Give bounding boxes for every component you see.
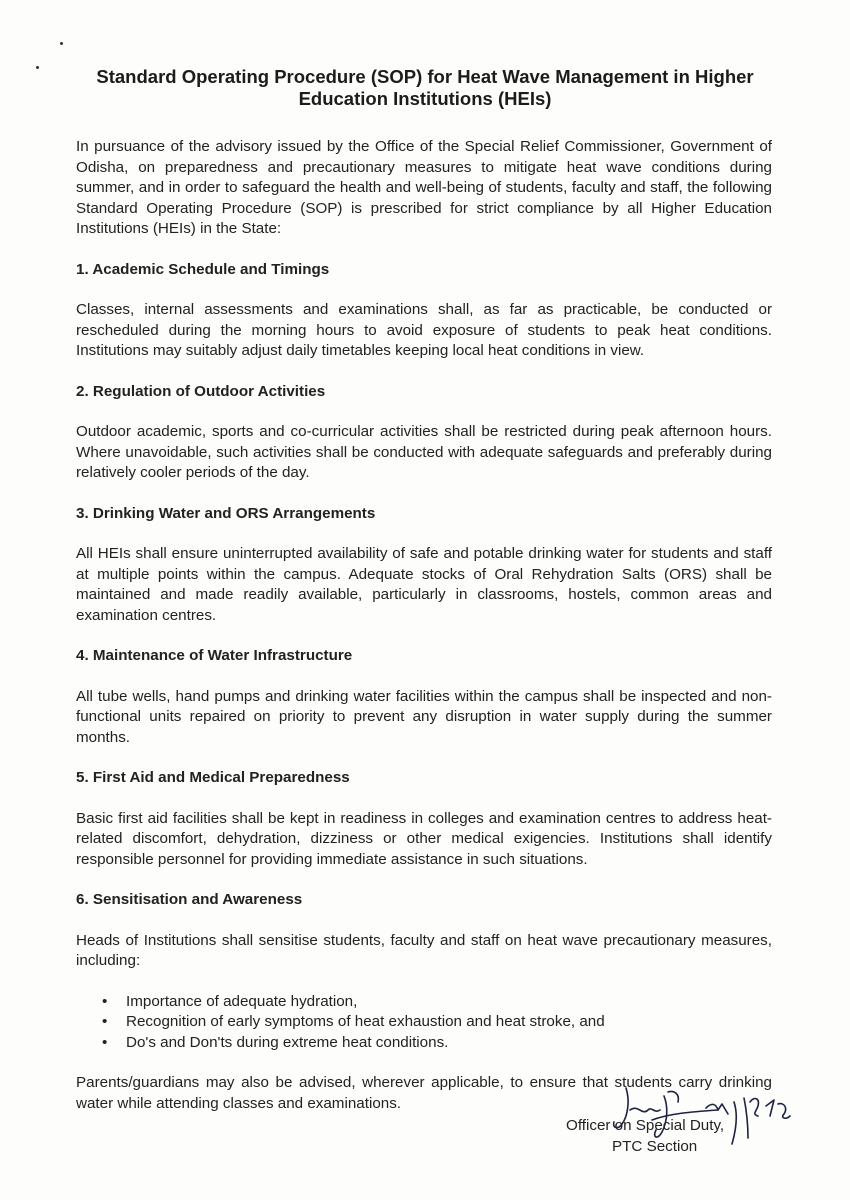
scan-speck (60, 42, 63, 45)
section-heading: 1. Academic Schedule and Timings (76, 260, 330, 278)
signatory-designation: Officer on Special Duty, (566, 1117, 725, 1134)
list-item (76, 1012, 772, 1033)
section-heading: 5. First Aid and Medical Preparedness (76, 769, 350, 786)
section-body: All tube wells, hand pumps and drinking water facilities within the campus shall be inspected and non-functional units repaired on priority to prevent any disruption in water supply during the summer months. (76, 687, 772, 746)
list-item (76, 1033, 772, 1054)
list-item (76, 992, 772, 1013)
handwritten-signature (608, 1080, 798, 1160)
scan-speck (36, 66, 39, 69)
section-heading: 3. Drinking Water and ORS Arrangements (76, 504, 376, 522)
section-body: Basic first aid facilities shall be kept in readiness in colleges and examination centres to address heat-related discomfort, dehydration, dizziness or other medical exigencies. Institutions shall identify responsible personnel for providing immediate assistance in such situations. (76, 809, 772, 868)
document-title: Standard Operating Procedure (SOP) for Heat Wave Management in Higher Education Institutions (HEIs) (96, 66, 754, 109)
bullet-icon: • (102, 1013, 108, 1030)
bullet-icon: • (102, 1033, 108, 1051)
section-body: All HEIs shall ensure uninterrupted availability of safe and potable drinking water for students and staff at multiple points within the campus. Adequate stocks of Oral Rehydration Salts (ORS) shall be maintained and made readily available, particularly in classrooms, hostels, common areas and examination centres. (76, 545, 772, 624)
section-heading: 6. Sensitisation and Awareness (76, 891, 303, 908)
signatory-section: PTC Section (612, 1138, 698, 1155)
bullet-list (76, 992, 772, 1054)
bullet-icon: • (102, 992, 108, 1010)
section-body: Classes, internal assessments and examinations shall, as far as practicable, be conducted or rescheduled during the morning hours to avoid exposure of students to peak heat conditions. Institutions may suitably adjust daily timetables keeping local heat conditions in view. (76, 301, 772, 359)
section-body: Heads of Institutions shall sensitise students, faculty and staff on heat wave precautionary measures, including: (76, 931, 772, 969)
list-item-text: Do's and Don'ts during extreme heat conditions. (126, 1033, 449, 1051)
list-item-text: Importance of adequate hydration, (126, 992, 358, 1010)
document-body (76, 137, 772, 1134)
section-body: Outdoor academic, sports and co-curricular activities shall be restricted during peak afternoon hours. Where unavoidable, such activities shall be conducted with adequate safeguards and preferably during relatively cooler periods of the day. (76, 423, 772, 481)
list-item-text: Recognition of early symptoms of heat exhaustion and heat stroke, and (126, 1013, 605, 1030)
section-heading: 2. Regulation of Outdoor Activities (76, 382, 326, 400)
section-heading: 4. Maintenance of Water Infrastructure (76, 647, 353, 664)
closing-paragraph: Parents/guardians may also be advised, wherever applicable, to ensure that students carry drinking water while attending classes and examinations. (76, 1074, 772, 1112)
intro-paragraph: In pursuance of the advisory issued by the Office of the Special Relief Commissioner, Government of Odisha, on preparedness and precautionary measures to mitigate heat wave conditions during summer, and in order to safeguard the health and well-being of students, faculty and staff, the following Standard Operating Procedure (SOP) is prescribed for strict compliance by all Higher Education Institutions (HEIs) in the State: (76, 138, 772, 237)
